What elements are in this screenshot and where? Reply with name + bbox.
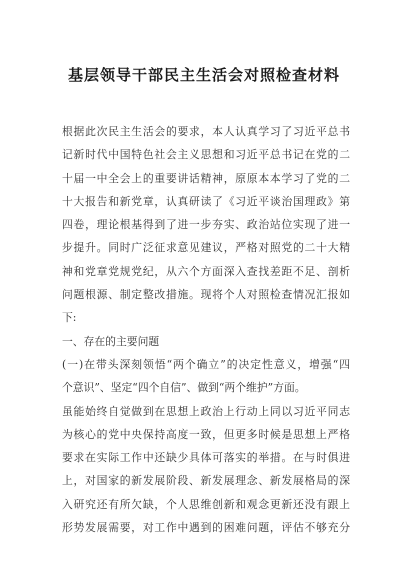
body-line: 虽能始终自觉做到在思想上政治上行动上同以习近平同志 xyxy=(62,404,350,418)
body-line: 为核心的党中央保持高度一致，但更多时候是思想上严格 xyxy=(62,427,350,441)
subsection-heading-cont: 个意识”、坚定“四个自信”、做到“两个维护”方面。 xyxy=(62,381,306,395)
body-line: 十届一中全会上的重要讲话精神，原原本本学习了党的二 xyxy=(62,171,350,185)
body-line: 十大报告和新党章，认真研读了《习近平谈治国理政》第 xyxy=(62,194,350,208)
body-line: 要求在实际工作中还缺少具体可落实的举措。在与时俱进 xyxy=(62,451,350,465)
body-line: 步提升。同时广泛征求意见建议，严格对照党的二十大精 xyxy=(62,241,350,255)
body-line: 入研究还有所欠缺，个人思维创新和观念更新还没有跟上 xyxy=(62,497,350,511)
body-line: 上，对国家的新发展阶段、新发展理念、新发展格局的深 xyxy=(62,474,350,488)
body-line: 下: xyxy=(62,311,77,325)
section-heading: 一、存在的主要问题 xyxy=(62,334,160,348)
body-line: 形势发展需要，对工作中遇到的困难问题，评估不够充分 xyxy=(62,521,350,535)
body-line: 根据此次民主生活会的要求，本人认真学习了习近平总书 xyxy=(62,125,350,138)
body-line: 记新时代中国特色社会主义思想和习近平总书记在党的二 xyxy=(62,148,350,162)
body-line: 四卷，理论根基得到了进一步夯实、政治站位实现了进一 xyxy=(62,218,350,232)
body-line: 问题根源、制定整改措施。现将个人对照检查情况汇报如 xyxy=(62,288,350,302)
subsection-heading: (一)在带头深刻领悟“两个确立”的决定性意义，增强“四 xyxy=(62,357,350,371)
body-line: 神和党章党规党纪，从六个方面深入查找差距不足、剖析 xyxy=(62,264,350,278)
document-body xyxy=(62,120,350,539)
document-title: 基层领导干部民主生活会对照检查材料 xyxy=(67,66,340,84)
